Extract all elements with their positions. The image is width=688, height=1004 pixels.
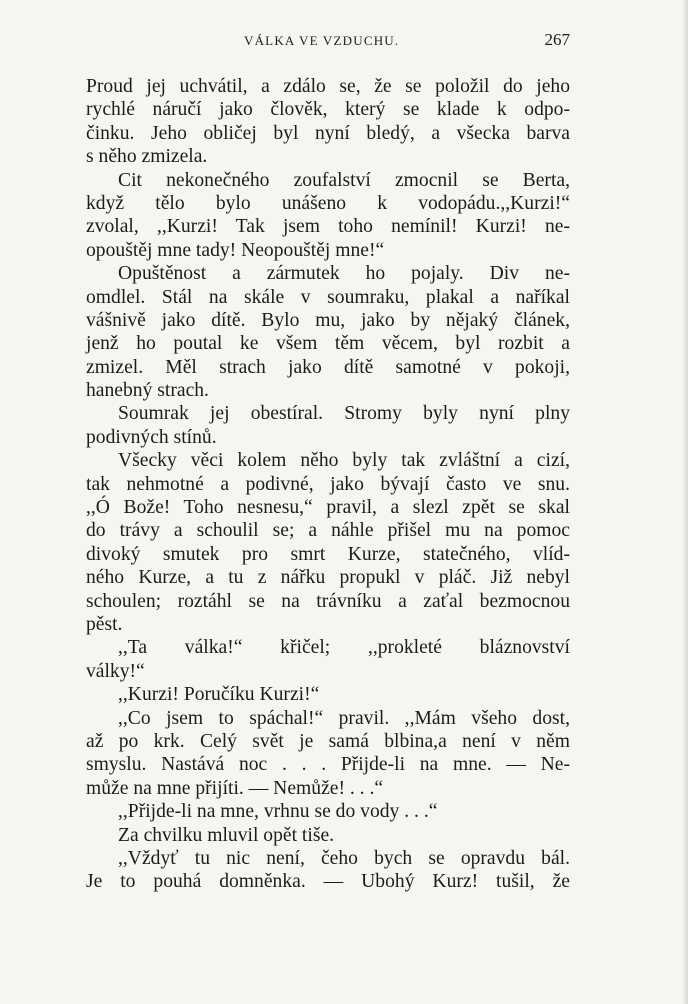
text-line: Opuštěnost a zármutek ho pojaly. Div ne-: [118, 263, 570, 285]
text-line: divoký smutek pro smrt Kurze, statečného, vlíd-: [86, 543, 570, 565]
text-line: až po krk. Celý svět je samá blbina,a není v něm: [86, 730, 570, 752]
text-line: ,,Kurzi! Poručíku Kurzi!“: [118, 684, 320, 706]
text-line: může na mne přijíti. — Nemůže! . . .“: [86, 777, 384, 799]
running-head: [84, 30, 570, 52]
text-line: ,,Co jsem to spáchal!“ pravil. ,,Mám všeho dost,: [118, 707, 570, 729]
text-line: Za chvilku mluvil opět tiše.: [118, 824, 335, 846]
text-line: hanebný strach.: [86, 380, 209, 402]
text-line: s něho zmizela.: [86, 146, 208, 168]
text-line: Všecky věci kolem něho byly tak zvláštní a cizí,: [118, 450, 570, 472]
text-line: ,,Vždyť tu nic není, čeho bych se opravdu bál.: [118, 847, 570, 869]
body-text: [86, 75, 570, 894]
text-line: ,,Přijde-li na mne, vrhnu se do vody . . .“: [118, 801, 438, 823]
text-line: ného Kurze, a tu z nářku propukl v pláč. Již nebyl: [86, 567, 570, 589]
text-line: smyslu. Nastává noc . . . Přijde-li na mne. — Ne-: [86, 754, 570, 776]
text-line: rychlé náručí jako člověk, který se klade k odpo-: [86, 99, 570, 121]
text-line: vášnivě jako dítě. Bylo mu, jako by nějaký článek,: [86, 309, 570, 331]
text-line: opouštěj mne tady! Neopouštěj mne!“: [86, 239, 385, 261]
text-line: podivných stínů.: [86, 426, 217, 448]
text-line: zmizel. Měl strach jako dítě samotné v pokoji,: [86, 356, 570, 378]
text-line: zvolal, ,,Kurzi! Tak jsem toho nemínil! Kurzi! ne-: [86, 216, 570, 238]
text-line: schoulen; roztáhl se na trávníku a zaťal bezmocnou: [86, 590, 570, 612]
page-edge-shadow: [682, 0, 688, 1004]
text-line: do trávy a schoulil se; a náhle přišel mu na pomoc: [86, 520, 570, 542]
text-line: činku. Jeho obličej byl nyní bledý, a všecka barva: [86, 122, 570, 144]
text-line: ,,Ó Bože! Toho nesnesu,“ pravil, a slezl zpět se skal: [86, 497, 570, 519]
text-line: pěst.: [86, 613, 123, 635]
text-line: Soumrak jej obestíral. Stromy byly nyní plny: [118, 403, 570, 425]
text-line: Je to pouhá domněnka. — Ubohý Kurz! tušil, že: [86, 871, 570, 893]
text-line: když tělo bylo unášeno k vodopádu.,,Kurzi!“: [86, 192, 570, 214]
text-line: omdlel. Stál na skále v soumraku, plakal a naříkal: [86, 286, 570, 308]
page-number: 267: [544, 30, 570, 49]
running-title: VÁLKA VE VZDUCHU.: [244, 33, 400, 48]
text-line: války!“: [86, 660, 145, 682]
text-line: ,,Ta válka!“ křičel; ,,prokleté bláznovství: [118, 637, 570, 659]
text-line: Cit nekonečného zoufalství zmocnil se Berta,: [118, 169, 570, 191]
text-line: jenž ho poutal ke všem těm věcem, byl rozbit a: [86, 333, 570, 355]
text-line: tak nehmotné a podivné, jako bývají často ve snu.: [86, 473, 570, 495]
text-line: Proud jej uchvátil, a zdálo se, že se položil do jeho: [86, 76, 570, 97]
